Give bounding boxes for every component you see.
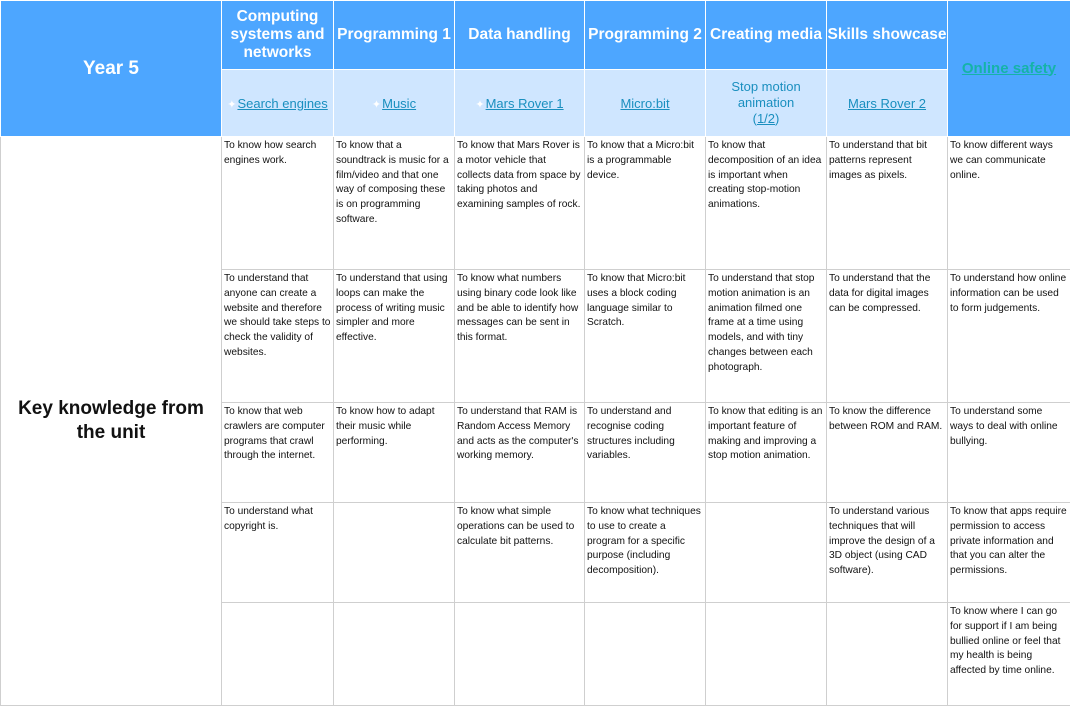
column-header-skills-showcase: Skills showcase — [827, 1, 948, 70]
knowledge-cell: To know what techniques to use to create a program for a specific purpose (including decomposition). — [585, 503, 706, 603]
sparkle-icon: ✦ — [227, 98, 237, 111]
knowledge-cell: To know that Micro:bit uses a block coding language similar to Scratch. — [585, 270, 706, 403]
unit-link-stop-motion-part[interactable]: 1/2 — [756, 111, 776, 126]
paren-open: ( — [752, 111, 757, 126]
unit-link-search-engines[interactable]: Search engines — [237, 95, 328, 111]
knowledge-cell — [706, 603, 827, 706]
online-safety-header — [948, 1, 1070, 137]
unit-part-links — [706, 111, 826, 127]
online-safety-link[interactable]: Online safety — [961, 59, 1057, 77]
knowledge-cell: To know different ways we can communicate online. — [948, 137, 1070, 270]
knowledge-cell — [455, 603, 585, 706]
unit-cell-mars-rover-2 — [827, 70, 948, 137]
knowledge-cell: To know how search engines work. — [222, 137, 334, 270]
row-label-key-knowledge: Key knowledge from the unit — [1, 137, 222, 706]
knowledge-cell: To understand some ways to deal with online bullying. — [948, 403, 1070, 503]
knowledge-cell: To know what numbers using binary code look like and be able to identify how messages can be sent in this format. — [455, 270, 585, 403]
knowledge-cell: To know where I can go for support if I am being bullied online or feel that my health is being affected by time online. — [948, 603, 1070, 706]
knowledge-cell: To understand that using loops can make the process of writing music simpler and more effective. — [334, 270, 455, 403]
unit-label-stop-motion: Stop motion animation — [731, 79, 801, 110]
knowledge-cell: To understand that anyone can create a website and therefore we should take steps to check the validity of websites. — [222, 270, 334, 403]
knowledge-cell: To know that web crawlers are computer programs that crawl through the internet. — [222, 403, 334, 503]
knowledge-cell — [334, 603, 455, 706]
knowledge-cell: To know that Mars Rover is a motor vehicle that collects data from space by taking photos and examining samples of rock. — [455, 137, 585, 270]
knowledge-cell — [706, 503, 827, 603]
knowledge-cell: To understand how online information can be used to form judgements. — [948, 270, 1070, 403]
knowledge-cell: To know that decomposition of an idea is important when creating stop-motion animations. — [706, 137, 827, 270]
unit-link-mars-rover-2[interactable]: Mars Rover 2 — [847, 95, 927, 111]
unit-link-music[interactable]: Music — [382, 95, 417, 111]
unit-cell-stop-motion — [706, 70, 827, 137]
column-header-programming-2: Programming 2 — [585, 1, 706, 70]
knowledge-cell — [585, 603, 706, 706]
unit-cell-search-engines — [222, 70, 334, 137]
year-heading: Year 5 — [1, 1, 222, 137]
knowledge-cell: To understand that stop motion animation is an animation filmed one frame at a time using models, and with tiny changes between each photograph. — [706, 270, 827, 403]
column-header-creating-media: Creating media — [706, 1, 827, 70]
knowledge-cell: To know that apps require permission to access private information and that you can alter the permissions. — [948, 503, 1070, 603]
unit-link-mars-rover-1[interactable]: Mars Rover 1 — [485, 95, 564, 111]
column-header-programming-1: Programming 1 — [334, 1, 455, 70]
knowledge-cell — [222, 603, 334, 706]
unit-cell-music — [334, 70, 455, 137]
knowledge-cell: To understand that bit patterns represent images as pixels. — [827, 137, 948, 270]
knowledge-cell: To know how to adapt their music while performing. — [334, 403, 455, 503]
knowledge-cell: To know that editing is an important feature of making and improving a stop motion animation. — [706, 403, 827, 503]
sparkle-icon: ✦ — [475, 98, 485, 111]
knowledge-cell: To understand various techniques that will improve the design of a 3D object (using CAD software). — [827, 503, 948, 603]
unit-link-microbit[interactable]: Micro:bit — [620, 95, 670, 111]
column-header-computing-systems: Computing systems and networks — [222, 1, 334, 70]
knowledge-row-1 — [1, 137, 1070, 270]
unit-cell-mars-rover-1 — [455, 70, 585, 137]
sparkle-icon: ✦ — [371, 98, 382, 111]
knowledge-cell — [334, 503, 455, 603]
knowledge-cell: To know what simple operations can be used to calculate bit patterns. — [455, 503, 585, 603]
knowledge-cell: To know the difference between ROM and RAM. — [827, 403, 948, 503]
header-row — [1, 1, 1070, 70]
knowledge-cell — [827, 603, 948, 706]
knowledge-cell: To understand that the data for digital images can be compressed. — [827, 270, 948, 403]
knowledge-cell: To know that a Micro:bit is a programmable device. — [585, 137, 706, 270]
knowledge-cell: To understand what copyright is. — [222, 503, 334, 603]
paren-close: ) — [775, 111, 780, 126]
column-header-data-handling: Data handling — [455, 1, 585, 70]
knowledge-cell: To know that a soundtrack is music for a film/video and that one way of composing these is on programming software. — [334, 137, 455, 270]
knowledge-cell: To understand that RAM is Random Access Memory and acts as the computer's working memory. — [455, 403, 585, 503]
knowledge-cell: To understand and recognise coding structures including variables. — [585, 403, 706, 503]
unit-cell-microbit — [585, 70, 706, 137]
